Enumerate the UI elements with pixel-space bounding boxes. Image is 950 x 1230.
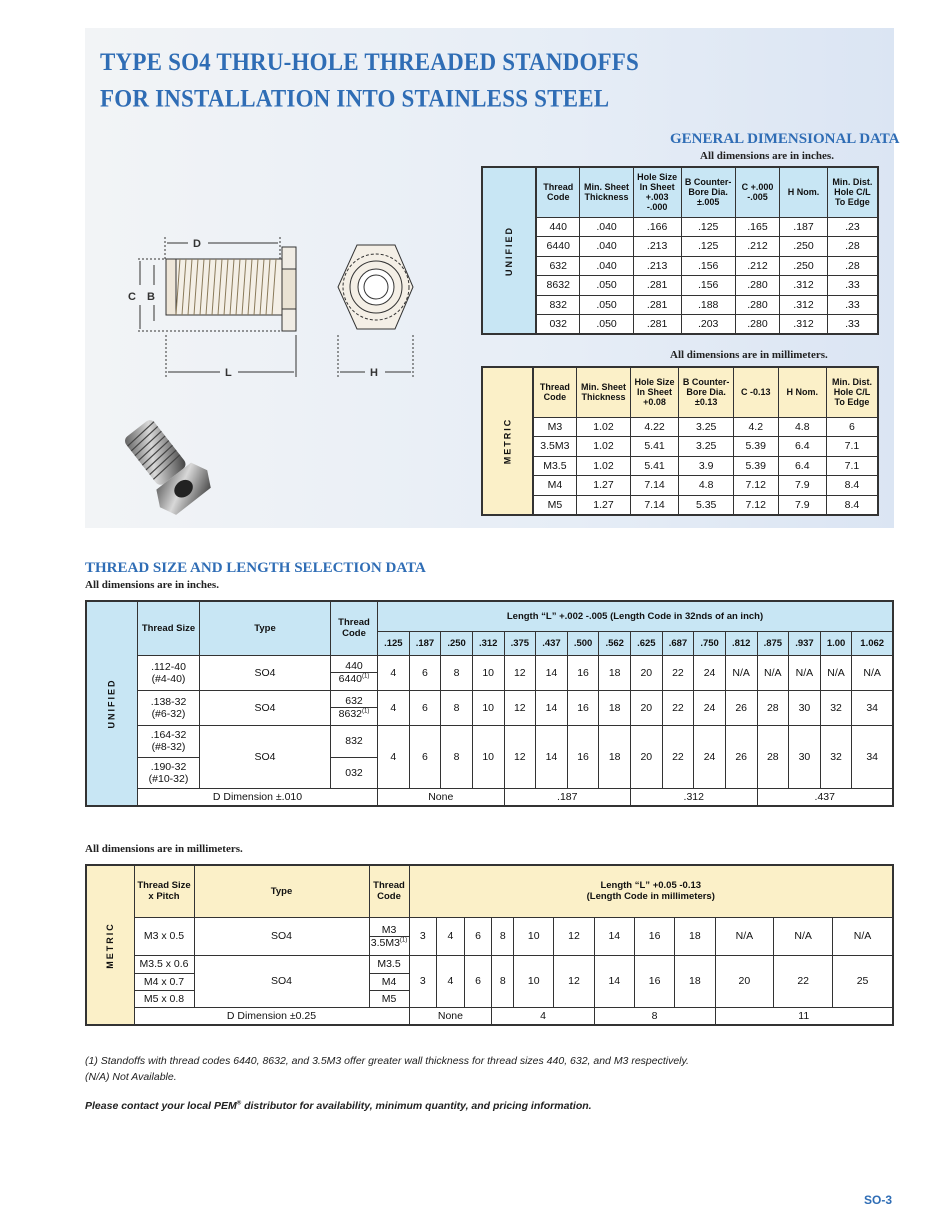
length-code-cell: 30 xyxy=(789,690,821,725)
length-code-cell: 25 xyxy=(833,955,893,1007)
selection-metric-table xyxy=(85,864,894,1026)
table-row: M4 1.27 7.14 4.8 7.12 7.9 8.4 xyxy=(482,476,878,496)
col-header: Type xyxy=(194,865,369,917)
length-code-cell: 6 xyxy=(409,725,441,788)
table-row: M5 1.27 7.14 5.35 7.12 7.9 8.4 xyxy=(482,495,878,515)
length-code-cell: 24 xyxy=(694,725,726,788)
length-code-cell: 18 xyxy=(675,955,715,1007)
length-code-cell: 16 xyxy=(567,725,599,788)
length-code-cell: 8 xyxy=(492,955,514,1007)
col-header: Min. Sheet Thickness xyxy=(580,167,633,217)
col-header: Thread Code xyxy=(369,865,409,917)
general-unit-mm: All dimensions are in millimeters. xyxy=(670,349,828,361)
length-code-cell: 16 xyxy=(567,690,599,725)
length-code-cell: 14 xyxy=(536,655,568,690)
length-code-cell: 22 xyxy=(662,725,694,788)
length-code-cell: 10 xyxy=(514,955,554,1007)
length-code-cell: 16 xyxy=(634,917,674,955)
length-code-cell: 6 xyxy=(409,690,441,725)
selection-unit-inches: All dimensions are in inches. xyxy=(85,579,219,591)
side-label-unified: UNIFIED xyxy=(86,601,138,806)
col-header: Length “L” +.002 -.005 (Length Code in 32nds of an inch) xyxy=(378,601,894,631)
length-code-cell: 12 xyxy=(504,655,536,690)
length-code-cell: 32 xyxy=(820,725,852,788)
length-code-cell: 3 xyxy=(409,917,437,955)
length-code-cell: 20 xyxy=(631,655,663,690)
length-code-cell: 18 xyxy=(599,655,631,690)
length-code-cell: 12 xyxy=(554,917,594,955)
length-code-cell: 16 xyxy=(567,655,599,690)
general-metric-table xyxy=(481,366,879,516)
length-code-cell: 14 xyxy=(536,690,568,725)
length-header: .937 xyxy=(789,631,821,655)
table-row: M3.5 x 0.6 M4 x 0.7 M5 x 0.8 SO4 M3.5 M4 M5 3 4 6 8 10 12 14 16 18 20 22 25 xyxy=(86,955,893,1007)
length-header: .750 xyxy=(694,631,726,655)
col-header: H Nom. xyxy=(778,367,826,417)
length-code-cell: 12 xyxy=(504,725,536,788)
col-header: Thread Size x Pitch xyxy=(134,865,194,917)
col-header: B Counter-Bore Dia. ±.005 xyxy=(681,167,735,217)
length-header: .500 xyxy=(567,631,599,655)
length-code-cell: 34 xyxy=(852,690,893,725)
selection-unit-mm: All dimensions are in millimeters. xyxy=(85,843,243,855)
length-header: 1.00 xyxy=(820,631,852,655)
length-code-cell: 8 xyxy=(441,655,473,690)
col-header: H Nom. xyxy=(780,167,828,217)
general-unified-table xyxy=(481,166,879,335)
length-code-cell: 12 xyxy=(504,690,536,725)
length-code-cell: 4 xyxy=(378,655,410,690)
length-header: .625 xyxy=(631,631,663,655)
table-row: 3.5M3 1.02 5.41 3.25 5.39 6.4 7.1 xyxy=(482,437,878,457)
length-code-cell: 6 xyxy=(464,917,492,955)
footnote-1: (1) Standoffs with thread codes 6440, 8632, and 3.5M3 offer greater wall thickness for thread sizes 440, 632, and M3 respectively. xyxy=(85,1055,689,1067)
col-header: Min. Sheet Thickness xyxy=(577,367,630,417)
general-unit-inches: All dimensions are in inches. xyxy=(700,150,834,162)
page-title xyxy=(100,44,720,117)
length-code-cell: 4 xyxy=(378,690,410,725)
table-row: .112-40 (#4-40) SO4 440 6440$^{(1)}$ 4 6 8 10 12 14 16 18 20 22 24 N/A N/A N/A N/A N/A xyxy=(86,655,893,690)
col-header: Min. Dist. Hole C/L To Edge xyxy=(827,167,878,217)
label-l: L xyxy=(225,367,232,379)
table-row: 032 .050 .281 .203 .280 .312 .33 xyxy=(482,315,878,335)
length-code-cell: N/A xyxy=(715,917,774,955)
length-code-cell: 16 xyxy=(634,955,674,1007)
length-header: .562 xyxy=(599,631,631,655)
col-header: Hole Size In Sheet +.003 -.000 xyxy=(633,167,681,217)
standoff-drawing xyxy=(120,225,430,385)
col-header: Length “L” +0.05 -0.13 (Length Code in millimeters) xyxy=(409,865,893,917)
length-code-cell: 8 xyxy=(441,690,473,725)
col-header: Hole Size In Sheet +0.08 xyxy=(630,367,679,417)
length-code-cell: N/A xyxy=(833,917,893,955)
d-dimension-row: D Dimension ±0.25 None 4 8 11 xyxy=(86,1007,893,1025)
selection-heading: THREAD SIZE AND LENGTH SELECTION DATA xyxy=(85,560,426,576)
length-code-cell: 6 xyxy=(409,655,441,690)
table-row: 832 .050 .281 .188 .280 .312 .33 xyxy=(482,295,878,315)
table-row: M3.5 1.02 5.41 3.9 5.39 6.4 7.1 xyxy=(482,456,878,476)
length-code-cell: 3 xyxy=(409,955,437,1007)
length-code-cell: 22 xyxy=(774,955,833,1007)
length-header: .250 xyxy=(441,631,473,655)
col-header: Thread Code xyxy=(331,601,378,655)
length-header: .437 xyxy=(536,631,568,655)
length-code-cell: 18 xyxy=(599,725,631,788)
length-code-cell: 20 xyxy=(631,690,663,725)
length-code-cell: 10 xyxy=(472,725,504,788)
length-code-cell: 4 xyxy=(378,725,410,788)
length-code-cell: 24 xyxy=(694,690,726,725)
col-header: B Counter-Bore Dia. ±0.13 xyxy=(679,367,734,417)
col-header: C -0.13 xyxy=(733,367,778,417)
title-line-2: FOR INSTALLATION INTO STAINLESS STEEL xyxy=(100,85,610,113)
length-code-cell: 8 xyxy=(492,917,514,955)
side-label-metric: METRIC xyxy=(482,367,533,515)
length-code-cell: 20 xyxy=(715,955,774,1007)
side-label-unified: UNIFIED xyxy=(482,167,536,334)
length-code-cell: 4 xyxy=(437,955,465,1007)
length-code-cell: 26 xyxy=(725,725,757,788)
length-code-cell: 10 xyxy=(472,690,504,725)
col-header: C +.000 -.005 xyxy=(735,167,780,217)
length-code-cell: 14 xyxy=(594,955,634,1007)
label-d: D xyxy=(193,238,201,250)
length-header: .687 xyxy=(662,631,694,655)
length-code-cell: 20 xyxy=(631,725,663,788)
length-code-cell: N/A xyxy=(774,917,833,955)
length-header: .187 xyxy=(409,631,441,655)
length-code-cell: 22 xyxy=(662,690,694,725)
table-row: 8632 .050 .281 .156 .280 .312 .33 xyxy=(482,276,878,296)
length-code-cell: 18 xyxy=(675,917,715,955)
length-code-cell: 6 xyxy=(464,955,492,1007)
general-heading: GENERAL DIMENSIONAL DATA xyxy=(670,131,900,147)
length-code-cell: N/A xyxy=(757,655,789,690)
length-code-cell: 8 xyxy=(441,725,473,788)
standoff-photo xyxy=(115,405,225,515)
col-header: Thread Code xyxy=(533,367,577,417)
length-header: .812 xyxy=(725,631,757,655)
side-label-metric: METRIC xyxy=(86,865,134,1025)
length-code-cell: 28 xyxy=(757,725,789,788)
length-header: .375 xyxy=(504,631,536,655)
d-dimension-row: D Dimension ±.010 None .187 .312 .437 xyxy=(86,788,893,806)
length-code-cell: 22 xyxy=(662,655,694,690)
table-row: 632 .040 .213 .156 .212 .250 .28 xyxy=(482,256,878,276)
length-header: .875 xyxy=(757,631,789,655)
length-code-cell: 14 xyxy=(536,725,568,788)
length-code-cell: N/A xyxy=(852,655,893,690)
col-header: Min. Dist. Hole C/L To Edge xyxy=(826,367,878,417)
contact-note: Please contact your local PEM® distributor for availability, minimum quantity, and pricing information. xyxy=(85,1100,592,1112)
length-code-cell: 32 xyxy=(820,690,852,725)
length-code-cell: N/A xyxy=(725,655,757,690)
length-code-cell: 10 xyxy=(514,917,554,955)
length-code-cell: 26 xyxy=(725,690,757,725)
table-row: 6440 .040 .213 .125 .212 .250 .28 xyxy=(482,237,878,257)
length-header: .312 xyxy=(472,631,504,655)
label-c: C xyxy=(128,291,136,303)
title-line-1: TYPE SO4 THRU-HOLE THREADED STANDOFFS xyxy=(100,48,640,76)
length-code-cell: N/A xyxy=(789,655,821,690)
table-row: 440 .040 .166 .125 .165 .187 .23 xyxy=(482,217,878,237)
length-header: .125 xyxy=(378,631,410,655)
col-header: Thread Size xyxy=(138,601,200,655)
table-row: .138-32 (#6-32) SO4 632 8632$^{(1)}$ 4 6 8 10 12 14 16 18 20 22 24 26 28 30 32 34 xyxy=(86,690,893,725)
col-header: Type xyxy=(200,601,331,655)
table-row: .164-32 (#8-32) .190-32 (#10-32) SO4 832 032 4 6 8 10 12 14 16 18 20 22 24 26 28 30 32 34 xyxy=(86,725,893,788)
length-code-cell: 18 xyxy=(599,690,631,725)
page-code: SO-3 xyxy=(863,1193,892,1207)
footnote-na: (N/A) Not Available. xyxy=(85,1071,177,1083)
length-header: 1.062 xyxy=(852,631,893,655)
length-code-cell: 24 xyxy=(694,655,726,690)
col-header: Thread Code xyxy=(536,167,580,217)
length-code-cell: 34 xyxy=(852,725,893,788)
label-b: B xyxy=(147,291,155,303)
table-row: M3 x 0.5 SO4 M3 3.5M3$^{(1)}$ 3 4 6 8 10 12 14 16 18 N/A N/A N/A xyxy=(86,917,893,955)
length-code-cell: 28 xyxy=(757,690,789,725)
label-h: H xyxy=(370,367,378,379)
length-code-cell: 4 xyxy=(437,917,465,955)
table-row: M3 1.02 4.22 3.25 4.2 4.8 6 xyxy=(482,417,878,437)
selection-unified-table xyxy=(85,600,894,807)
length-code-cell: 12 xyxy=(554,955,594,1007)
length-code-cell: 14 xyxy=(594,917,634,955)
length-code-cell: 30 xyxy=(789,725,821,788)
length-code-cell: 10 xyxy=(472,655,504,690)
length-code-cell: N/A xyxy=(820,655,852,690)
